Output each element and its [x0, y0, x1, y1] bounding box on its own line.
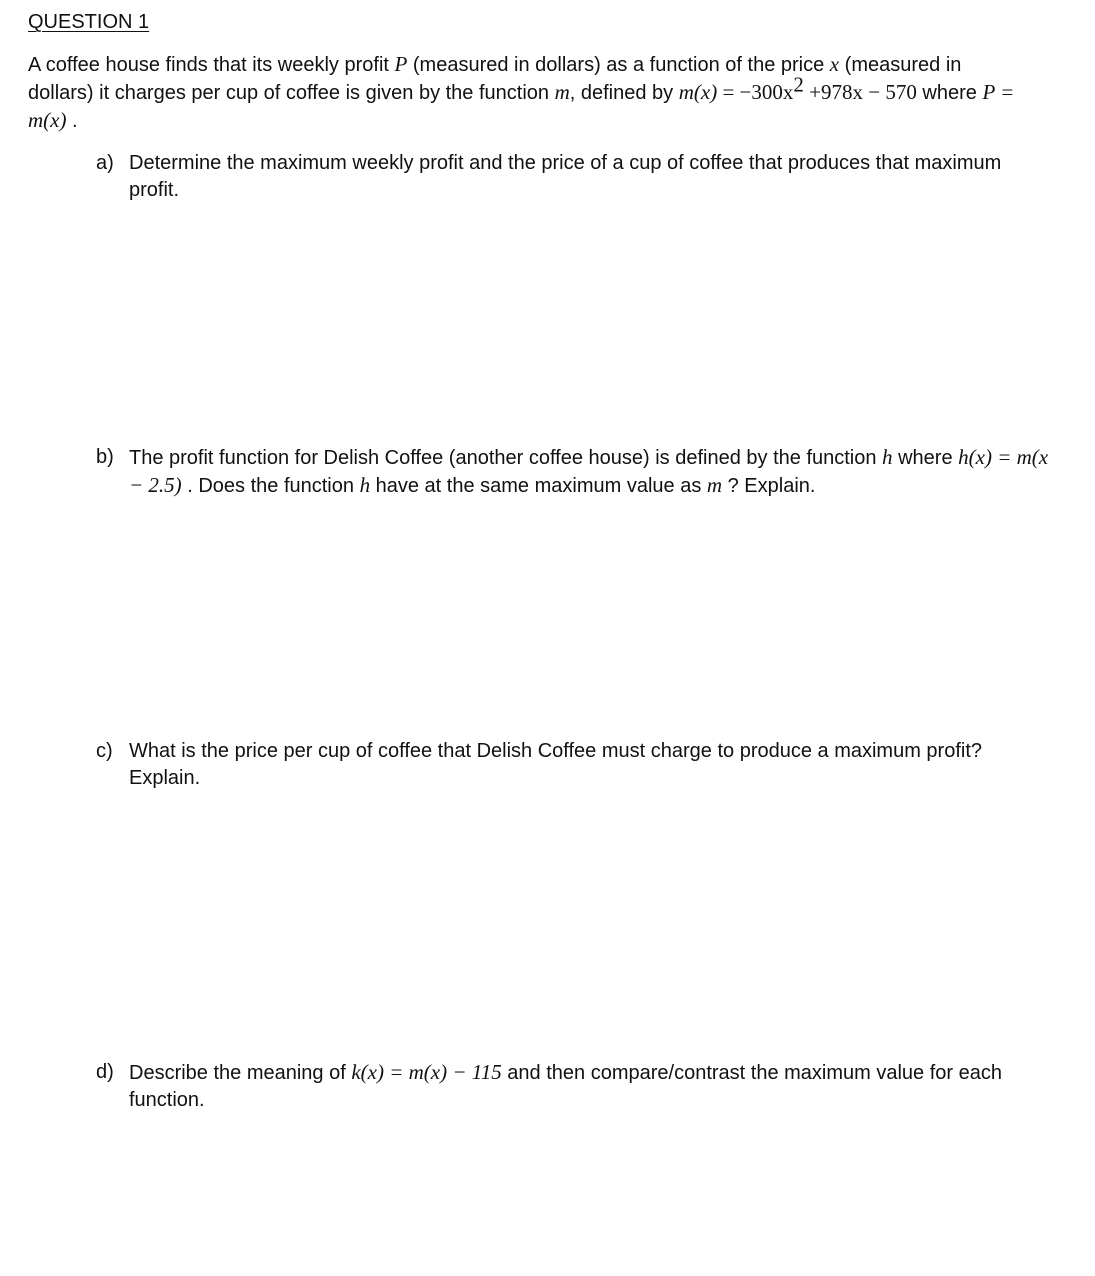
equation-k: k(x) = m(x) − 115 — [351, 1060, 502, 1084]
part-b-text-4: have at the same maximum value as — [370, 475, 707, 497]
equation-m-rhs: = −300x — [717, 80, 794, 104]
variable-h: h — [882, 445, 893, 469]
intro-text-6: . — [66, 110, 78, 132]
equation-m-lhs: m(x) — [678, 80, 718, 104]
variable-p: P — [394, 52, 408, 76]
part-d-letter: d) — [96, 1061, 114, 1083]
variable-h-2: h — [359, 473, 371, 497]
part-d-text — [129, 1059, 1049, 1114]
intro-text-4: , defined by — [569, 82, 679, 104]
part-b-text-3: . Does the function — [181, 475, 360, 497]
part-d-text-1: Describe the meaning of — [129, 1062, 352, 1084]
question-heading: QUESTION 1 — [28, 11, 150, 33]
part-a-text: Determine the maximum weekly profit and the price of a cup of coffee that produces that maximum profit. — [129, 152, 1002, 201]
question-intro — [28, 51, 1028, 135]
equation-m-rest: +978x − 570 — [803, 80, 917, 104]
variable-x: x — [829, 52, 840, 76]
intro-text-5: where — [916, 82, 983, 104]
equation-p: P = m(x) — [28, 80, 1015, 132]
variable-m-2: m — [706, 473, 723, 497]
part-c-text: What is the price per cup of coffee that Delish Coffee must charge to produce a maximum profit? Explain. — [129, 740, 983, 789]
variable-m: m — [554, 80, 570, 104]
intro-text-2: (measured in dollars) as a function of the price — [407, 54, 830, 76]
part-b-text-2: where — [892, 447, 959, 469]
intro-text-1: A coffee house finds that its weekly profit — [28, 54, 395, 76]
part-b-text — [129, 444, 1049, 500]
intro-text-3: (measured in dollars) it charges per cup of coffee is given by the function — [28, 54, 962, 104]
part-c-letter: c) — [96, 740, 113, 762]
equation-m-exponent: 2 — [793, 72, 804, 97]
part-b-letter: b) — [96, 446, 114, 468]
equation-h: h(x) = m(x − 2.5) — [129, 445, 1049, 497]
part-a-letter: a) — [96, 152, 114, 174]
part-b-text-5: ? Explain. — [722, 475, 816, 497]
part-b-text-1: The profit function for Delish Coffee (another coffee house) is defined by the function — [129, 447, 883, 469]
part-d-text-2: and then compare/contrast the maximum value for each function. — [129, 1062, 1002, 1111]
